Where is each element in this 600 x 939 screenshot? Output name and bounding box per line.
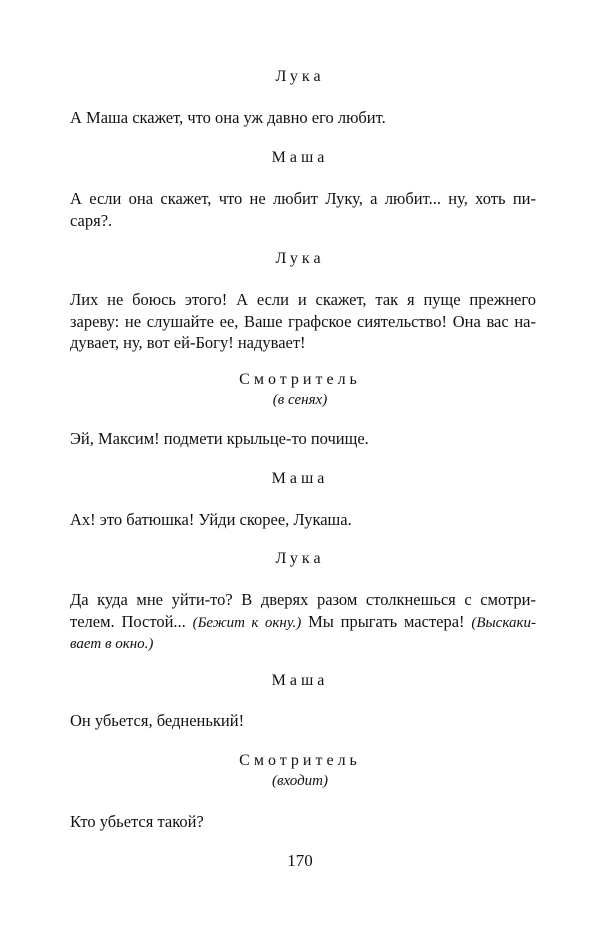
text-line: А Маша скажет, что она уж давно его любит. <box>70 108 386 127</box>
speaker-masha: Маша <box>271 470 329 487</box>
dialogue-paragraph <box>70 509 536 531</box>
page-number: 170 <box>287 851 313 870</box>
text-run: телем. Постой... <box>70 611 193 631</box>
text-line: Да куда мне уйти-то? В дверях разом столкнешься с смотри- <box>70 590 536 609</box>
speaker-smotritel: Смотритель <box>239 752 361 769</box>
speaker-smotritel: Смотритель <box>239 371 361 388</box>
stage-direction: (в сенях) <box>272 392 328 408</box>
speaker-luka: Лука <box>275 68 325 85</box>
speaker-masha: Маша <box>271 672 329 689</box>
speaker-masha: Маша <box>271 149 329 166</box>
text-line: дувает, ну, вот ей-Богу! надувает! <box>70 333 306 352</box>
dialogue-paragraph <box>70 710 536 732</box>
dialogue-paragraph <box>70 428 536 450</box>
speaker-luka: Лука <box>275 250 325 267</box>
text-line <box>70 611 536 635</box>
dialogue-paragraph <box>70 107 536 129</box>
text-line: Ах! это батюшка! Уйди скорее, Лукаша. <box>70 510 352 529</box>
speaker-luka: Лука <box>275 550 325 567</box>
text-line: саря?. <box>70 210 113 230</box>
text-line: А если она скажет, что не любит Луку, а любит... ну, хоть пи- <box>70 189 536 208</box>
dialogue-paragraph <box>70 188 536 231</box>
text-line: Он убьется, бедненький! <box>70 711 245 730</box>
dialogue-paragraph <box>70 289 536 354</box>
stage-direction-inline: (Бежит к окну.) <box>192 614 302 631</box>
stage-direction-inline: вает в окно.) <box>70 636 154 652</box>
stage-direction-inline: (Выскаки- <box>471 614 536 631</box>
text-line: Лих не боюсь этого! А если и скажет, так я пуще прежнего <box>70 290 536 309</box>
dialogue-paragraph <box>70 589 536 656</box>
dialogue-paragraph <box>70 811 536 833</box>
text-line: Эй, Максим! подмети крыльце-то почище. <box>70 429 369 448</box>
text-run: Мы прыгать мастера! <box>301 611 472 631</box>
stage-direction: (входит) <box>271 773 328 789</box>
text-line: зареву: не слушайте ее, Ваше графское сиятельство! Она вас на- <box>70 311 536 331</box>
text-line: Кто убьется такой? <box>70 812 204 831</box>
